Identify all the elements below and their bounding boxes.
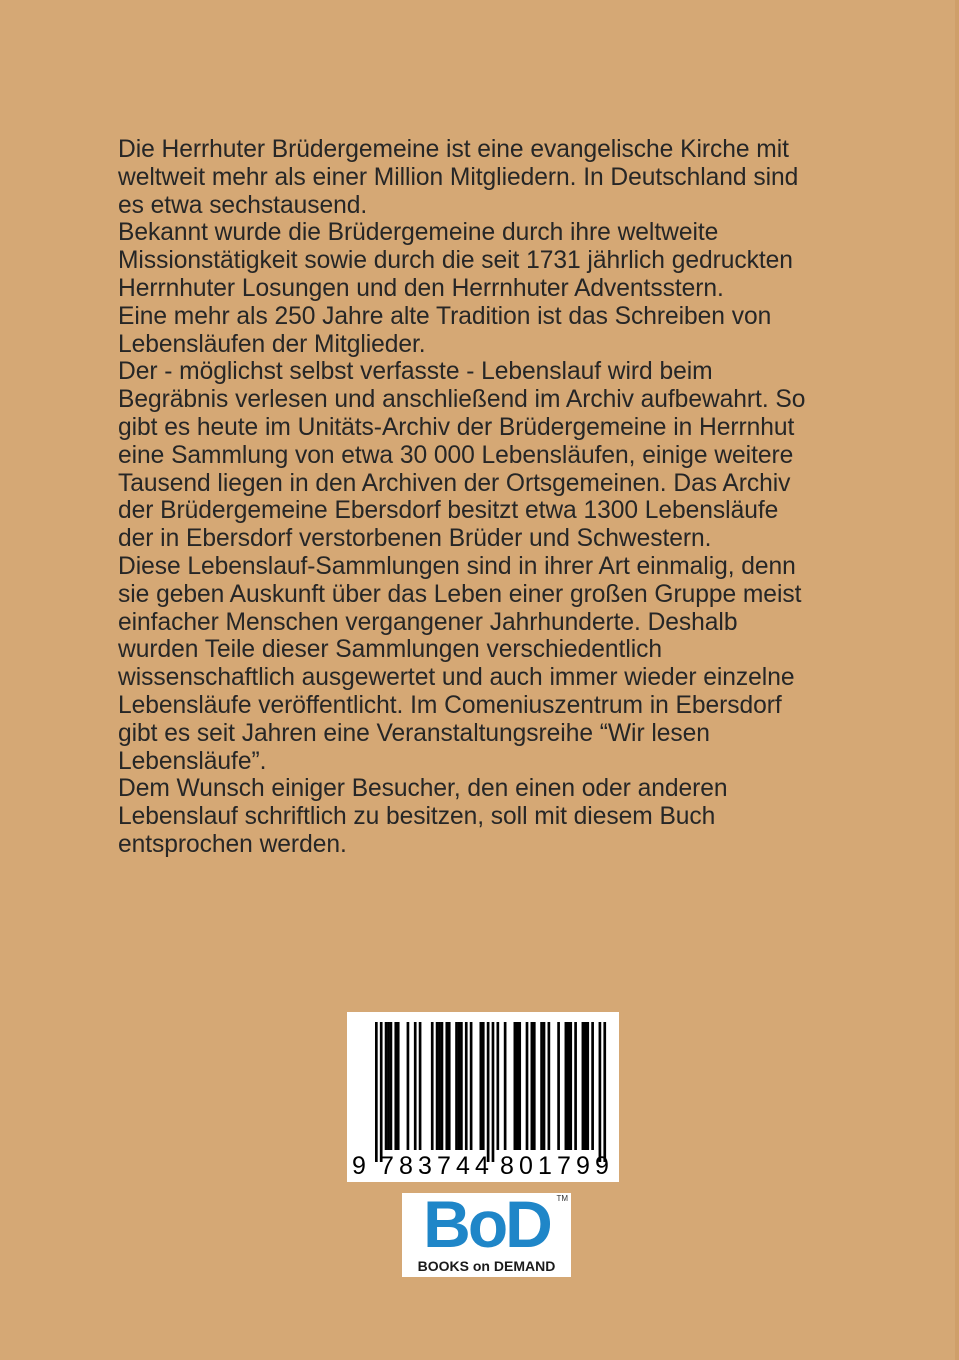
barcode-bar xyxy=(460,1022,463,1150)
barcode-bar xyxy=(591,1022,594,1150)
blurb-line: wissenschaftlich ausgewertet und auch immer wieder einzelne xyxy=(118,664,795,692)
barcode-bar xyxy=(448,1022,451,1150)
barcode-bar xyxy=(504,1022,507,1150)
blurb-line: eine Sammlung von etwa 30 000 Lebensläufen, einige weitere xyxy=(118,441,794,469)
blurb-line: gibt es heute im Unitäts-Archiv der Brüdergemeine in Herrnhut xyxy=(118,413,795,441)
isbn-digit: 0 xyxy=(519,1152,533,1180)
barcode-bar xyxy=(419,1022,422,1150)
barcode-bar xyxy=(458,1022,461,1150)
barcode-bar xyxy=(465,1022,468,1150)
blurb-line: Der - möglichst selbst verfasste - Lebenslauf wird beim xyxy=(118,358,713,386)
bod-logo-mark: BoD xyxy=(423,1187,550,1261)
barcode-bar xyxy=(487,1022,490,1162)
isbn-digit: 9 xyxy=(595,1152,609,1180)
barcode-bar xyxy=(497,1022,500,1150)
barcode-bar xyxy=(584,1022,587,1150)
blurb-line: weltweit mehr als einer Million Mitgliedern. In Deutschland sind xyxy=(118,163,799,191)
barcode-bar xyxy=(599,1022,602,1162)
blurb-line: Die Herrhuter Brüdergemeine ist eine evangelische Kirche mit xyxy=(118,136,789,163)
blurb-line: der Brüdergemeine Ebersdorf besitzt etwa 1300 Lebensläufe xyxy=(118,497,779,525)
blurb-line: der in Ebersdorf verstorbenen Brüder und Schwestern. xyxy=(118,525,712,553)
barcode-bar xyxy=(431,1022,434,1150)
barcode-bar xyxy=(603,1022,606,1162)
barcode-bar xyxy=(414,1022,417,1150)
isbn-digit: 4 xyxy=(456,1152,470,1180)
blurb-line: sie geben Auskunft über das Leben einer großen Gruppe meist xyxy=(118,580,802,608)
trademark-symbol: TM xyxy=(556,1194,568,1203)
barcode-bar xyxy=(436,1022,439,1150)
barcode-bar xyxy=(586,1022,589,1150)
blurb-line: Lebensläufe”. xyxy=(118,747,267,775)
isbn-digit: 1 xyxy=(538,1152,552,1180)
isbn-digit: 7 xyxy=(437,1152,451,1180)
isbn-digit: 7 xyxy=(557,1152,571,1180)
blurb-line: Lebensläufen der Mitglieder. xyxy=(118,330,426,358)
barcode-bar xyxy=(407,1022,410,1150)
barcode-bar xyxy=(492,1022,495,1162)
barcode-bar xyxy=(574,1022,577,1150)
blurb-line: Tausend liegen in den Archiven der Ortsgemeinen. Das Archiv xyxy=(118,469,791,497)
barcode-bar xyxy=(441,1022,444,1150)
blurb-text xyxy=(118,136,858,859)
barcode-bar xyxy=(380,1022,383,1162)
barcode-bar xyxy=(390,1022,393,1150)
blurb-line: Dem Wunsch einiger Besucher, den einen oder anderen xyxy=(118,775,728,803)
barcode-bar xyxy=(375,1022,378,1162)
barcode-bar xyxy=(455,1022,458,1150)
barcode-bar xyxy=(394,1022,397,1150)
barcode-bar xyxy=(482,1022,485,1150)
barcode-bar xyxy=(548,1022,551,1150)
barcode-bars xyxy=(347,1012,619,1162)
barcode-bar xyxy=(531,1022,534,1150)
isbn-digit: 9 xyxy=(576,1152,590,1180)
isbn-digit: 9 xyxy=(352,1152,366,1180)
bod-logo xyxy=(402,1187,571,1277)
isbn-digit: 3 xyxy=(418,1152,432,1180)
blurb-line: Diese Lebenslauf-Sammlungen sind in ihrer Art einmalig, denn xyxy=(118,552,796,580)
blurb-line: Herrnhuter Losungen und den Herrnhuter Adventsstern. xyxy=(118,274,724,302)
blurb-line: Begräbnis verlesen und anschließend im Archiv aufbewahrt. So xyxy=(118,386,806,414)
blurb-line: es etwa sechstausend. xyxy=(118,191,368,219)
isbn-digit: 4 xyxy=(475,1152,489,1180)
blurb-line: entsprochen werden. xyxy=(118,830,347,858)
barcode-bar xyxy=(557,1022,560,1150)
barcode-bar xyxy=(387,1022,390,1150)
isbn-digit: 7 xyxy=(380,1152,394,1180)
blurb-line: Bekannt wurde die Brüdergemeine durch ihre weltweite xyxy=(118,219,719,247)
barcode-bar xyxy=(397,1022,400,1150)
blurb-line: wurden Teile dieser Sammlungen verschiedentlich xyxy=(118,636,663,664)
barcode-bar xyxy=(543,1022,546,1150)
isbn-number xyxy=(347,1152,619,1182)
barcode-bar xyxy=(533,1022,536,1150)
blurb-line: Lebenslauf schriftlich zu besitzen, soll mit diesem Buch xyxy=(118,803,716,831)
isbn-barcode xyxy=(347,1012,619,1182)
barcode-bar xyxy=(518,1022,521,1150)
blurb-line: Missionstätigkeit sowie durch die seit 1731 jährlich gedruckten xyxy=(118,247,793,275)
barcode-bar xyxy=(470,1022,473,1150)
barcode-bar xyxy=(582,1022,585,1150)
barcode-bar xyxy=(526,1022,529,1150)
blurb-line: gibt es seit Jahren eine Veranstaltungsreihe “Wir lesen xyxy=(118,719,710,747)
barcode-bar xyxy=(445,1022,448,1150)
blurb-line: Lebensläufe veröffentlicht. Im Comeniuszentrum in Ebersdorf xyxy=(118,691,782,719)
blurb-line: einfacher Menschen vergangener Jahrhunderte. Deshalb xyxy=(118,608,738,636)
cover-edge xyxy=(955,0,959,1360)
barcode-bar xyxy=(540,1022,543,1150)
barcode-bar xyxy=(565,1022,568,1150)
barcode-bar xyxy=(438,1022,441,1150)
barcode-bar xyxy=(516,1022,519,1150)
blurb-line: Eine mehr als 250 Jahre alte Tradition ist das Schreiben von xyxy=(118,302,772,330)
barcode-bar xyxy=(569,1022,572,1150)
barcode-bar xyxy=(514,1022,517,1150)
isbn-digit: 8 xyxy=(500,1152,514,1180)
bod-tagline: BOOKS on DEMAND xyxy=(417,1258,556,1274)
isbn-digit: 8 xyxy=(399,1152,413,1180)
barcode-bar xyxy=(385,1022,388,1150)
barcode-bar xyxy=(567,1022,570,1150)
barcode-bar xyxy=(479,1022,482,1150)
